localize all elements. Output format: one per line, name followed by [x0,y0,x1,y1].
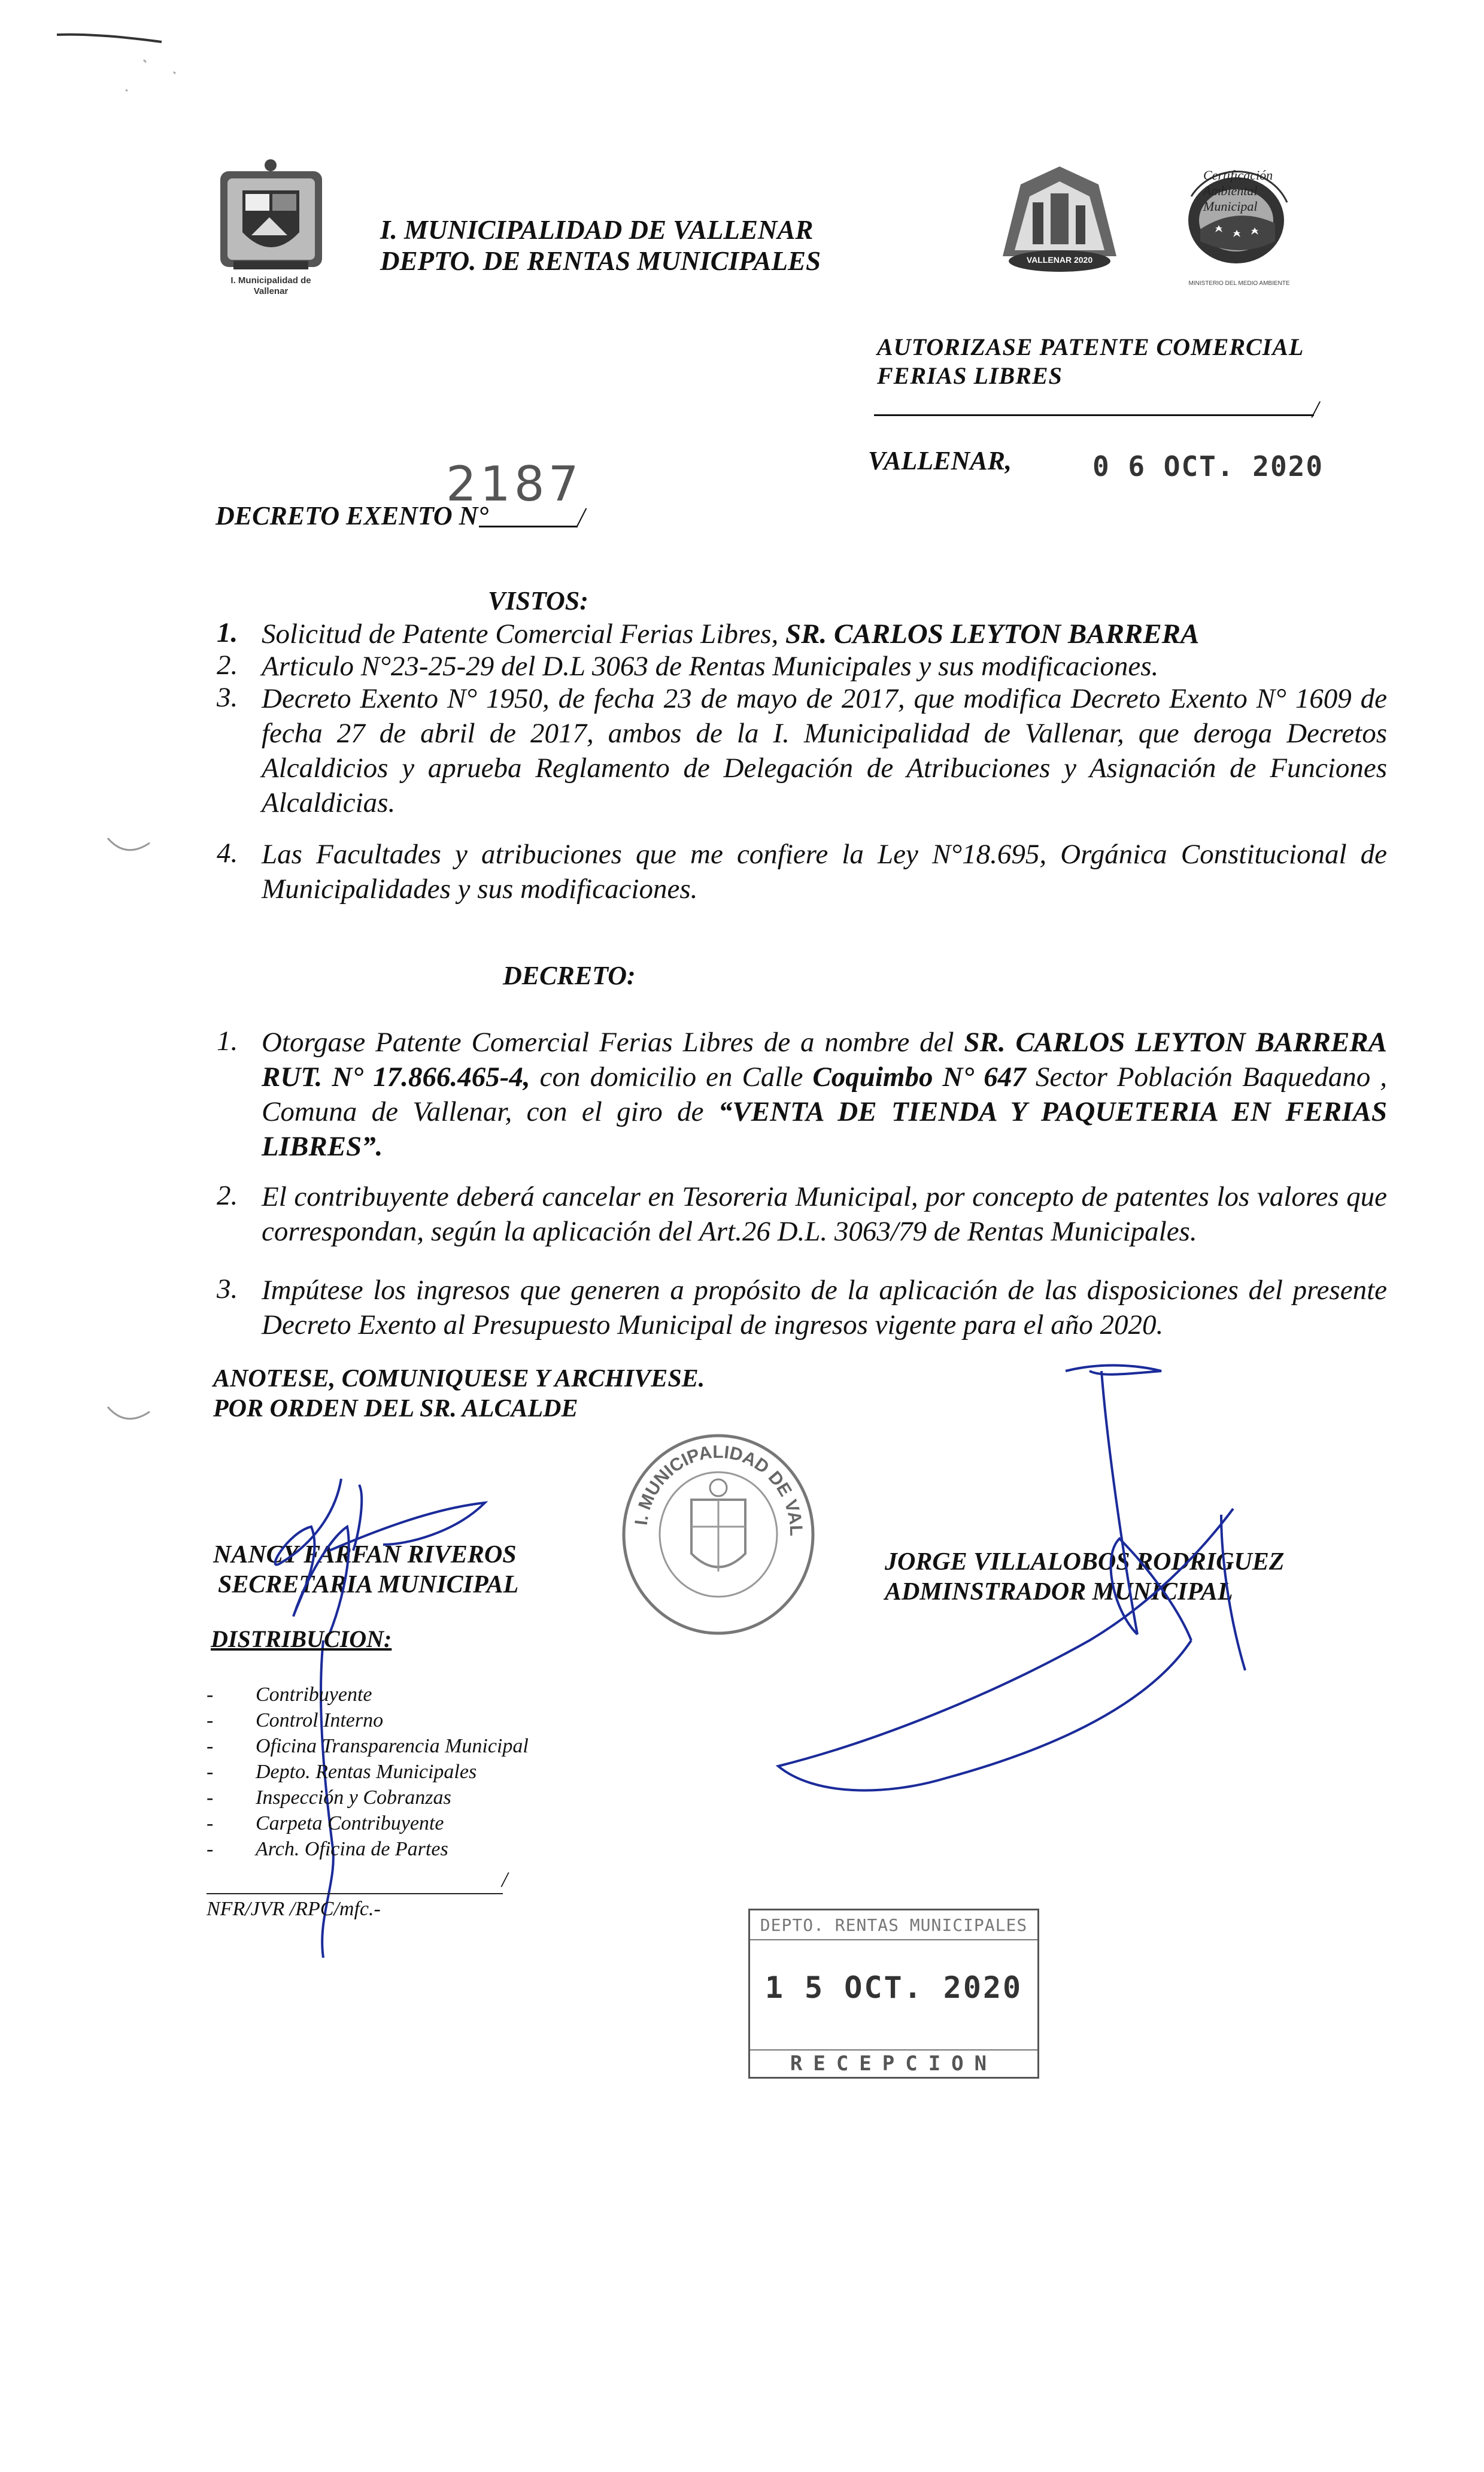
distribution-item: - Control Interno [207,1709,384,1731]
vistos-item-4-num: 4. [217,838,238,869]
decreto-item-1-text-a: Otorgase Patente Comercial Ferias Libres de a nombre del [262,1027,964,1058]
crest-caption-1: I. Municipalidad de [230,275,311,286]
vistos-item-1-text: Solicitud de Patente Comercial Ferias Libres, [262,618,786,650]
seal-ring-text: I. MUNICIPALIDAD DE VAL [631,1442,806,1537]
date-stamp: 0 6 OCT. 2020 [1092,450,1324,483]
municipal-crest [210,154,332,310]
decreto-item-3-num: 3. [217,1273,238,1305]
vistos-item-4-text: Las Facultades y atribuciones que me confiere la Ley N°18.695, Orgánica Constitucional de Municipalidades y sus modificaciones. [262,839,1387,905]
decreto-item-1-text-b: con domicilio en Calle [530,1061,813,1093]
vistos-item-2-num: 2. [217,650,238,681]
vistos-heading: VISTOS: [488,586,588,615]
decreto-item-1 [262,1025,1387,1164]
vistos-item-2-text: Articulo N°23-25-29 del D.L 3063 de Rentas Municipales y sus modificaciones. [262,651,1159,682]
initials-rule-slash: / [502,1867,508,1891]
decreto-item-3-text: Impútese los ingresos que generen a propósito de la aplicación de las disposiciones del presente Decreto Exento al Presupuesto Municipal de ingresos vigente para el año 2020. [262,1275,1387,1340]
distribution-list [207,1684,626,1875]
punch-hole-mark [102,826,156,862]
decreto-item-1-num: 1. [217,1026,238,1057]
scan-mark [54,24,210,108]
subject-underline-slash: / [1312,396,1319,423]
decreto-item-2-num: 2. [217,1180,238,1211]
subject-line-2: FERIAS LIBRES [877,362,1063,389]
decree-exento-label: DECRETO EXENTO N° [216,501,489,530]
decreto-item-2-text: El contribuyente deberá cancelar en Tesoreria Municipal, por concepto de patentes los valores que correspondan, según la aplicación del Art.26 D.L. 3063/79 de Rentas Municipales. [262,1181,1387,1247]
decree-number-slash: / [578,502,585,532]
vistos-item-1-bold: SR. CARLOS LEYTON BARRERA [785,618,1200,650]
reception-stamp-rule [750,2049,1037,2051]
certification-badge [1167,160,1311,292]
crest-caption-2: Vallenar [253,286,289,296]
closing-line-1: ANOTESE, COMUNIQUESE Y ARCHIVESE. [213,1365,705,1393]
left-signatory-title: SECRETARIA MUNICIPAL [218,1571,519,1599]
reference-initials: NFR/JVR /RPC/mfc.- [207,1898,381,1920]
punch-hole-mark [102,1395,156,1431]
decreto-item-1-address: Coquimbo N° 647 [812,1061,1026,1093]
org-line-2: DEPTO. DE RENTAS MUNICIPALES [380,246,821,276]
closing-line-2: POR ORDEN DEL SR. ALCALDE [213,1395,578,1422]
reception-stamp-date: 1 5 OCT. 2020 [764,1970,1023,2005]
distribution-item: - Depto. Rentas Municipales [207,1761,477,1783]
vallenar-2020-logo [997,160,1122,280]
distribution-item: - Inspección y Cobranzas [207,1786,451,1809]
left-signatory-name: NANCY FARFAN RIVEROS [213,1541,517,1569]
decreto-item-1-text-c: Sector Población Baquedano , Comuna de Vallenar, con el giro de [262,1061,1387,1127]
decreto-item-1-name-rut: SR. CARLOS LEYTON BARRERA RUT. N° 17.866.465-4, [262,1027,1387,1093]
reception-stamp-dept: DEPTO. RENTAS MUNICIPALES [760,1915,1028,1935]
place-label: VALLENAR, [868,446,1012,475]
distribution-heading: DISTRIBUCION: [211,1625,392,1652]
distribution-item: - Arch. Oficina de Partes [207,1838,448,1860]
crest-icon [210,154,332,274]
reception-stamp-label: RECEPCION [790,2052,998,2076]
reception-stamp [748,1909,1039,2079]
vistos-item-1-num: 1. [217,617,238,648]
right-signatory-title: ADMINSTRADOR MUNICIPAL [885,1578,1233,1606]
right-signatory-name: JORGE VILLALOBOS RODRIGUEZ [885,1548,1285,1576]
subject-underline [874,414,1314,416]
decreto-item-1-giro: “VENTA DE TIENDA Y PAQUETERIA EN FERIAS LIBRES”. [262,1096,1387,1162]
distribution-item: - Contribuyente [207,1684,372,1706]
certification-caption: MINISTERIO DEL MEDIO AMBIENTE [1188,280,1290,287]
vistos-item-3-num: 3. [217,682,238,713]
org-line-1: I. MUNICIPALIDAD DE VALLENAR [380,215,814,245]
distribution-item: - Carpeta Contribuyente [207,1812,444,1834]
subject-line-1: AUTORIZASE PATENTE COMERCIAL [877,333,1304,360]
initials-rule [207,1893,503,1894]
right-signature [766,1359,1293,1802]
reception-stamp-rule [750,1939,1037,1940]
decreto-heading: DECRETO: [503,961,636,990]
vistos-item-1 [262,617,1399,651]
decree-number-underline [479,526,578,527]
vistos-item-3-text: Decreto Exento N° 1950, de fecha 23 de mayo de 2017, que modifica Decreto Exento N° 1609 de fecha 27 de abril de 2017, ambos de la I. Municipalidad de Vallenar, que deroga Decretos Alcaldicios y aprueba Reglamento de Delegación de Atribuciones y Asignación de Funciones Alcaldicias. [262,683,1387,818]
handwritten-decree-number: 2187 [446,456,582,512]
certification-text: Certificación Ambiental Municipal [1203,168,1273,214]
vallenar-logo-caption: VALLENAR 2020 [1026,255,1093,265]
distribution-item: - Oficina Transparencia Municipal [207,1735,529,1757]
